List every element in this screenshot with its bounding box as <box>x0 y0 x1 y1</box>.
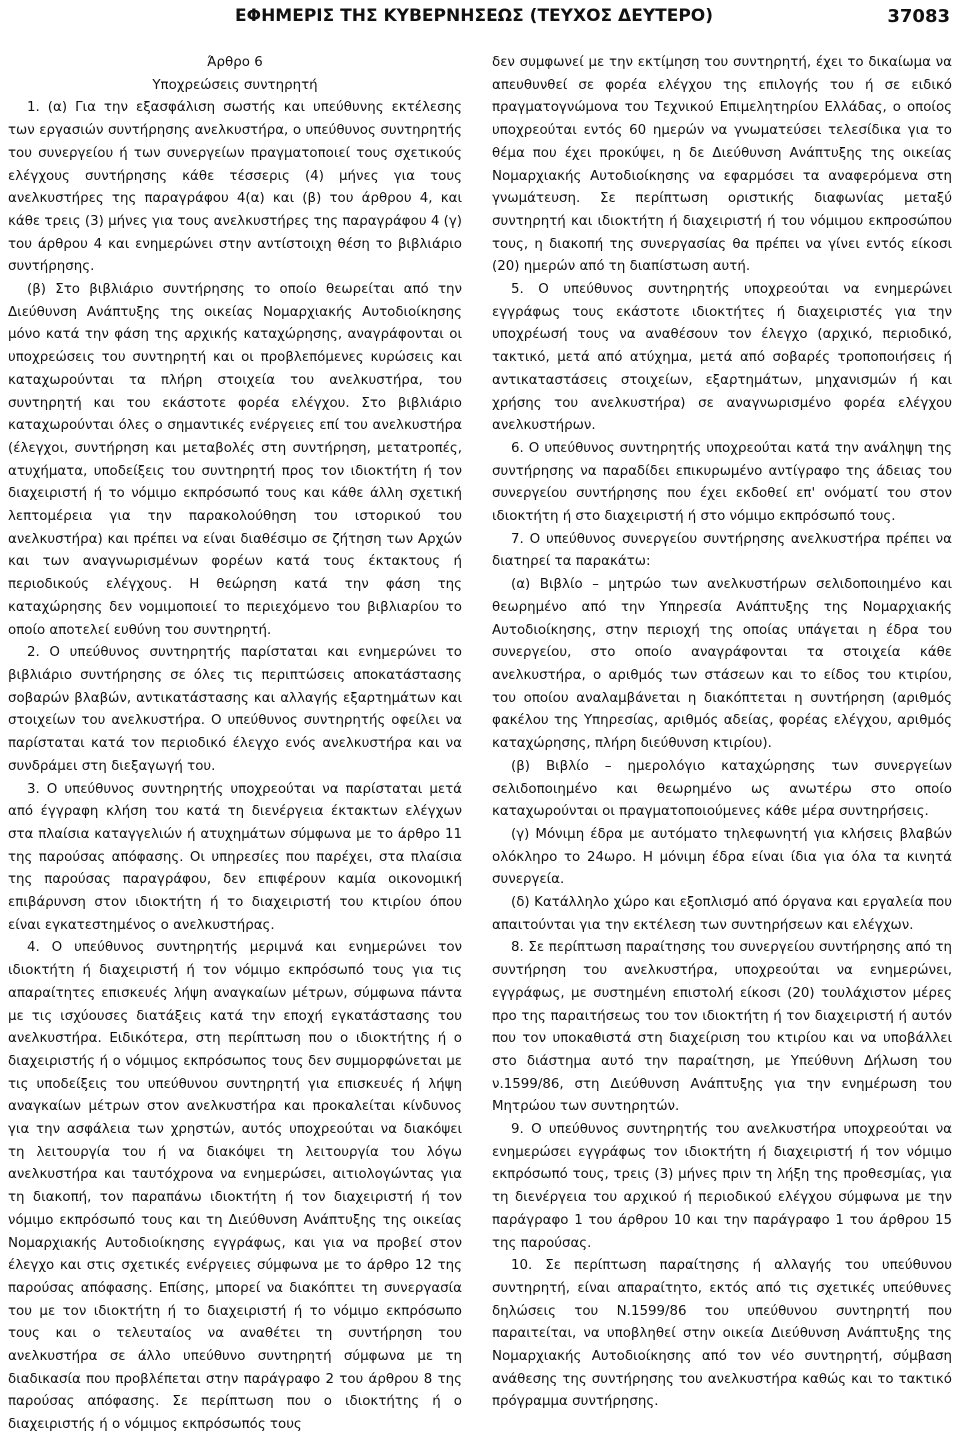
paragraph: (γ) Μόνιμη έδρα με αυτόματο τηλεφωνητή για κλήσεις βλαβών ολόκληρο το 24ωρο. Η μόνιμη έδρα είναι ίδια για όλα τα κινητά συνεργεία. <box>492 826 952 888</box>
left-column <box>8 52 462 1433</box>
paragraph: 9. Ο υπεύθυνος συντηρητής του ανελκυστήρα υποχρεούται να ενημερώσει εγγράφως τον ιδιοκτήτη ή διαχειριστή ή τον νόμιμο εκπρόσωπό τους, τρεις (3) μήνες πριν τη λήξη της προθεσμίας, για τη διενέργεια του αρχικού ή περιοδικού ελέγχου σύμφωνα με την παράγραφο 1 του άρθρου 10 και την παράγραφο 1 του άρθρου 15 της παρούσας. <box>492 1122 952 1251</box>
paragraph-continued: δεν συμφωνεί με την εκτίμηση του συντηρητή, έχει το δικαίωμα να απευθυνθεί σε φορέα ελέγχου της επιλογής του ή σε ειδικό πραγματογνώμονα του Τεχνικού Επιμελητηρίου Ελλάδας, ο οποίος υποχρεούται εντός 60 ημερών να γνωματεύσει τελεσίδικα για το θέμα που έχει προκύψει, η δε Διεύθυνση Ανάπτυξης της οικείας Νομαρχιακής Αυτοδιοίκησης να εφαρμόσει τα αναφερόμενα στη γνωμάτευση. Σε περίπτωση οριστικής διαφωνίας μεταξύ συντηρητή και ιδιοκτήτη ή διαχειριστή ή του νόμιμου εκπροσώπου τους, η διακοπή της συνεργασίας θα πρέπει να γίνει εντός είκοσι (20) ημερών από τη διαπίστωση αυτή. <box>492 55 952 275</box>
paragraph: 8. Σε περίπτωση παραίτησης του συνεργείου συντήρησης από τη συντήρηση του ανελκυστήρα, υποχρεούται να ενημερώνει, εγγράφως, με συστημένη επιστολή είκοσι (20) τουλάχιστον μέρες προ της παραιτήσεως του τον ιδιοκτήτη ή τον διαχειριστή ή αυτόν που τον υποκαθιστά στη διαχείριση του κτιρίου και να υποβάλλει στο διάστημα αυτό την παραίτηση, με Υπεύθυνη Δήλωση του ν.1599/86, στη Διεύθυνση Ανάπτυξης για την ενημέρωση του Μητρώου των συντηρητών. <box>492 940 952 1115</box>
right-column <box>492 52 952 1422</box>
page-number: 37083 <box>887 6 950 27</box>
paragraph: (α) Βιβλίο – μητρώο των ανελκυστήρων σελιδοποιημένο και θεωρημένο από την Υπηρεσία Ανάπτυξης της Νομαρχιακής Αυτοδιοίκησης, στην περιοχή της οποίας υπάγεται η έδρα του συνεργείου, στο οποίο αναγράφονται τα στοιχεία κάθε ανελκυστήρα, ο αριθμός των στάσεων και το είδος του κτιρίου, του οποίου αναλαμβάνεται η διακόπτεται η συντήρηση (αριθμός φακέλου της Υπηρεσίας, αριθμός αδείας, φορέας ελέγχου, αριθμός καταχώρησης, πλήρη διεύθυνση κτιρίου). <box>492 577 952 752</box>
paragraph: 10. Σε περίπτωση παραίτησης ή αλλαγής του υπεύθυνου συντηρητή, είναι απαραίτητο, εκτός από τις σχετικές υπεύθυνες δηλώσεις του Ν.1599/86 του υπεύθυνου συντηρητή που παραιτείται, να υποβληθεί στην οικεία Διεύθυνση Ανάπτυξης της Νομαρχιακής Αυτοδιοίκησης από τον νέο συντηρητή, σύμβαση ανάθεσης της συντήρησης του ανελκυστήρα καθώς και το τακτικό πρόγραμμα συντήρησης. <box>492 1258 952 1410</box>
paragraph: (δ) Κατάλληλο χώρο και εξοπλισμό από όργανα και εργαλεία που απαιτούνται για την εκτέλεση των συντηρήσεων και ελέγχων. <box>492 895 952 933</box>
paragraph: 1. (α) Για την εξασφάλιση σωστής και υπεύθυνης εκτέλεσης των εργασιών συντήρησης ανελκυστήρα, ο υπεύθυνος συντηρητής του συνεργείου ή των συνεργείων πραγματοποιεί τους σχετικούς ελέγχους συντήρησης κάθε τέσσερις (4) μήνες για τους ανελκυστήρες της παραγράφου 4(α) και (β) του άρθρου 4, και κάθε τρεις (3) μήνες για τους ανελκυστήρες της παραγράφου 4 (γ) του άρθρου 4 και ενημερώνει στην αντίστοιχη θέση το βιβλιάριο συντήρησης. <box>8 100 462 275</box>
page-header <box>200 6 952 36</box>
paragraph: 7. Ο υπεύθυνος συνεργείου συντήρησης ανελκυστήρα πρέπει να διατηρεί τα παρακάτω: <box>492 531 952 570</box>
paragraph: (β) Στο βιβλιάριο συντήρησης το οποίο θεωρείται από την Διεύθυνση Ανάπτυξης της οικείας Νομαρχιακής Αυτοδιοίκησης μόνο κατά την φάση της αρχικής καταχώρησης, αναγράφονται οι υποχρεώσεις του συντηρητή και οι προβλεπόμενες κυρώσεις και καταχωρούνται τα πλήρη στοιχεία του ανελκυστήρα, του συντηρητή και του εκάστοτε φορέα ελέγχου. Στο βιβλιάριο καταχωρούνται όλες ο σημαντικές ενέργειες επί του ανελκυστήρα (έλεγχοι, συντήρηση και μεταβολές στη συντήρηση, μετατροπές, ατυχήματα, υποδείξεις του συντηρητή προς τον ιδιοκτήτη ή τον διαχειριστή ή το νόμιμο εκπρόσωπό τους και κάθε άλλη σχετική λεπτομέρεια για την παρακολούθηση του ιστορικού του ανελκυστήρα) και πρέπει να είναι διαθέσιμο σε ζήτηση των Αρχών και των αναγνωρισμένων φορέων κατά τους έκτακτους ή περιοδικούς ελέγχους. Η θεώρηση κατά την φάση της καταχώρησης δεν νομιμοποιεί το περιεχόμενο του βιβλιαρίου το οποίο αποτελεί ευθύνη του συντηρητή. <box>8 282 462 638</box>
paragraph: 3. Ο υπεύθυνος συντηρητής υποχρεούται να παρίσταται μετά από έγγραφη κλήση του κατά τη διενέργεια έκτακτων ελέγχων στα πλαίσια καταγγελιών ή ατυχημάτων σύμφωνα με το άρθρο 11 της παρούσας απόφασης. Οι υπηρεσίες που παρέχει, στα πλαίσια της παρούσας παραγράφου, δεν επιφέρουν καμία οικονομική επιβάρυνση στον ιδιοκτήτη ή το διαχειριστή του κτιρίου όπου είναι εγκατεστημένος ο ανελκυστήρας. <box>8 781 462 933</box>
paragraph: 5. Ο υπεύθυνος συντηρητής υποχρεούται να ενημερώνει εγγράφως τους εκάστοτε ιδιοκτήτες ή διαχειριστές για την υποχρέωσή τους να αναθέσουν τον έλεγχο (αρχικό, περιοδικό, τακτικό, μετά από ατύχημα, μετά από σοβαρές τροποποιήσεις ή αντικαταστάσεις στοιχείων, εξαρτημάτων, μηχανισμών ή και χρήσης του ανελκυστήρα) σε αναγνωρισμένο φορέα ελέγχου ανελκυστήρων. <box>492 282 952 434</box>
article-title: Υποχρεώσεις συντηρητή <box>152 77 318 93</box>
paragraph: (β) Βιβλίο – ημερολόγιο καταχώρησης των συνεργείων σελιδοποιημένο και θεωρημένο ως ανωτέρω στο οποίο καταχωρούνται οι πραγματοποιούμενες κάθε μέρα συντηρήσεις. <box>492 758 952 820</box>
paragraph: 2. Ο υπεύθυνος συντηρητής παρίσταται και ενημερώνει το βιβλιάριο συντήρησης σε όλες τις περιπτώσεις αποκατάστασης σοβαρών βλαβών, αντικατάστασης και αλλαγής εξαρτημάτων και στοιχείων του ανελκυστήρα. Ο υπεύθυνος συντηρητής οφείλει να παρίσταται κατά τον περιοδικό έλεγχο ενός ανελκυστήρα και να συνδράμει στη διεξαγωγή του. <box>8 645 462 774</box>
gazette-title: ΕΦΗΜΕΡΙΣ ΤΗΣ ΚΥΒΕΡΝΗΣΕΩΣ (ΤΕΥΧΟΣ ΔΕΥΤΕΡΟ) <box>235 6 714 26</box>
paragraph: 6. Ο υπεύθυνος συντηρητής υποχρεούται κατά την ανάληψη της συντήρησης να παραδίδει επικυρωμένο αντίγραφο της άδειας του συνεργείου συντήρησης που έχει εκδοθεί επ' ονόματί του στον ιδιοκτήτη ή στο διαχειριστή ή στο νόμιμο εκπρόσωπό τους. <box>492 440 952 525</box>
paragraph: 4. Ο υπεύθυνος συντηρητής μεριμνά και ενημερώνει τον ιδιοκτήτη ή διαχειριστή ή τον νόμιμο εκπρόσωπό τους για τις απαραίτητες επισκευές λήψη αναγκαίων μέτρων, σύμφωνα πάντα με τις ισχύουσες διατάξεις κατά την εποχή εγκατάστασης του ανελκυστήρα. Ειδικότερα, στη περίπτωση που ο ιδιοκτήτης ή ο διαχειριστής ή ο νόμιμος εκπρόσωπος τους δεν συμμορφώνεται με τις υποδείξεις του υπεύθυνου συντηρητή για επισκευές ή λήψη αναγκαίων μέτρων στον ανελκυστήρα και προκαλείται κίνδυνος για την ασφάλεια των χρηστών, αυτός υποχρεούται να διακόψει τη λειτουργία του ή να διακόψει τη λειτουργία του λόγω ανελκυστήρα και ταυτόχρονα να ενημερώσει, αιτιολογώντας για τη διακοπή, τον παραπάνω ιδιοκτήτη ή τον διαχειριστή ή τον νόμιμο εκπρόσωπό τους και τη Διεύθυνση Ανάπτυξης της οικείας Νομαρχιακής Αυτοδιοίκησης εγγράφως, και για να προβεί στον έλεγχο και στις σχετικές ενέργειες σύμφωνα με το άρθρο 12 της παρούσας απόφασης. Επίσης, μπορεί να διακόπτει τη συνεργασία του με τον ιδιοκτήτη ή το διαχειριστή ή το νόμιμο εκπρόσωπο τους και ο τελευταίος να αναθέτει τη συντήρηση του ανελκυστήρα σε άλλο υπεύθυνο συντηρητή σύμφωνα με τη διαδικασία που προβλέπεται στην παράγραφο 2 του άρθρου 8 της παρούσας απόφασης. Σε περίπτωση που ο ιδιοκτήτης ή ο διαχειριστής ή ο νόμιμος εκπρόσωπός τους <box>8 940 462 1433</box>
article-number: Άρθρο 6 <box>207 55 263 70</box>
